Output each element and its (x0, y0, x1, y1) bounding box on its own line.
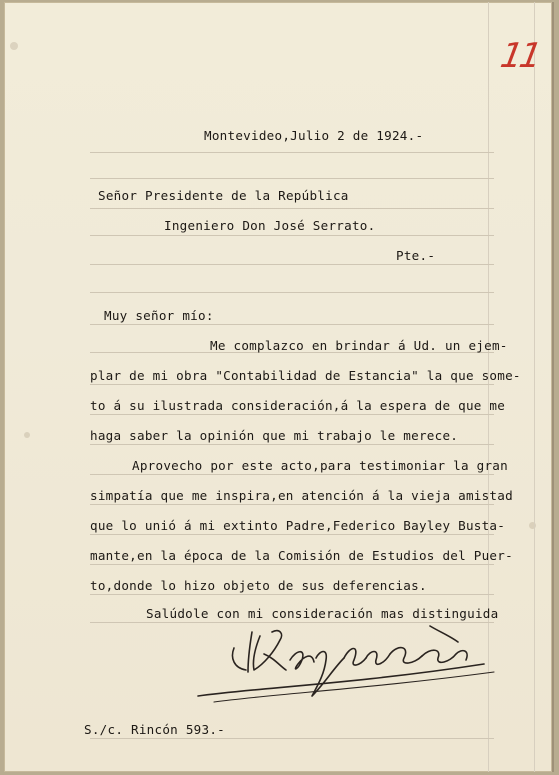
body-line: Me complazco en brindar á Ud. un ejem- (210, 338, 508, 353)
ruled-line (90, 414, 494, 415)
ruled-line (90, 564, 494, 565)
page-number: 11 (497, 36, 542, 76)
ruled-line (90, 264, 494, 265)
ruled-line (90, 504, 494, 505)
paper-stain (10, 42, 18, 50)
body-line: que lo unió á mi extinto Padre,Federico Bayley Busta- (90, 518, 506, 533)
body-line: simpatía que me inspira,en atención á la vieja amistad (90, 488, 513, 503)
ruled-line (90, 594, 494, 595)
body-line: haga saber la opinión que mi trabajo le merece. (90, 428, 459, 443)
body-line: Aprovecho por este acto,para testimoniar la gran (132, 458, 508, 473)
ruled-line (90, 178, 494, 179)
ruled-line (90, 152, 494, 153)
ruled-line (90, 474, 494, 475)
paper-stain (24, 432, 30, 438)
body-line: Salúdole con mi consideración mas distinguida (146, 606, 499, 621)
sender-address: S./c. Rincón 593.- (84, 722, 225, 737)
addressee-line-1: Señor Presidente de la República (98, 188, 349, 203)
ruled-line (90, 235, 494, 236)
addressee-line-3: Pte.- (396, 248, 436, 263)
ruled-line (90, 444, 494, 445)
margin-rule (534, 2, 535, 772)
ruled-line (90, 292, 494, 293)
ruled-line (90, 324, 494, 325)
signature (194, 614, 504, 706)
addressee-line-2: Ingeniero Don José Serrato. (164, 218, 376, 233)
date-line: Montevideo,Julio 2 de 1924.- (204, 128, 424, 143)
body-line: mante,en la época de la Comisión de Estudios del Puer- (90, 548, 513, 563)
body-line: to,donde lo hizo objeto de sus deferencias. (90, 578, 427, 593)
salutation: Muy señor mío: (104, 308, 214, 323)
body-line: plar de mi obra "Contabilidad de Estancia" la que some- (90, 368, 521, 383)
ruled-line (90, 534, 494, 535)
body-line: to á su ilustrada consideración,á la espera de que me (90, 398, 506, 413)
ruled-line (90, 384, 494, 385)
ruled-line (90, 738, 494, 739)
letter-page (4, 2, 552, 772)
ruled-line (90, 208, 494, 209)
